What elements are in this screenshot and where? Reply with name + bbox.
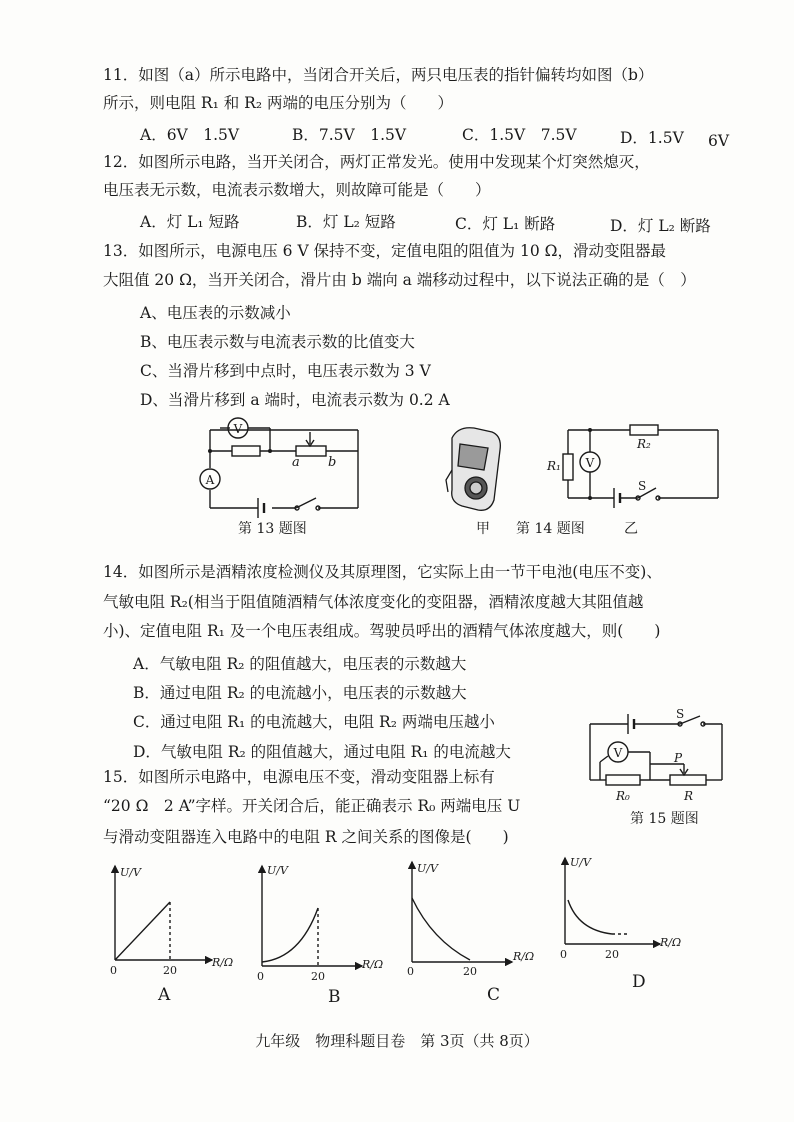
graph-d-tick-20: 20 [605,948,619,961]
q13-label-b: b [328,455,337,470]
q15-label-r0: R₀ [616,789,630,803]
graph-d-label: D [632,972,646,992]
graph-a-tick-0: 0 [110,964,117,977]
q13-voltmeter-label: V [233,422,243,436]
graph-a-tick-20: 20 [163,964,177,977]
q13-label-a: a [292,455,300,470]
q12-stem-line1: 12．如图所示电路，当开关闭合，两灯正常发光。使用中发现某个灯突然熄灭， [103,153,650,171]
q13-option-d: D、当滑片移到 a 端时，电流表示数为 0.2 A [140,391,450,409]
graph-a-axis-x: R/Ω [212,956,234,969]
q14-label-r2: R₂ [637,437,651,451]
graph-c-tick-0: 0 [407,965,414,978]
q14-label-r1: R₁ [547,459,561,473]
q12-option-c: C．灯 L₁ 断路 [455,215,556,233]
graph-b-label: B [328,987,341,1007]
graph-d-axis-x: R/Ω [660,936,682,949]
q15-label-r: R [684,789,694,803]
graph-b-axis-x: R/Ω [362,958,384,971]
graph-b [262,866,362,966]
q13-option-b: B、电压表示数与电流表示数的比值变大 [140,333,415,351]
q13-option-c: C、当滑片移到中点时，电压表示数为 3 V [140,362,431,380]
q13-stem-line1: 13．如图所示，电源电压 6 V 保持不变，定值电阻的阻值为 10 Ω，滑动变阻器最 [103,242,666,260]
q11-option-d-value2: 6V [708,132,730,150]
q15-stem-line1: 15．如图所示电路中，电源电压不变，滑动变阻器上标有 [103,768,495,786]
q13-stem-line2: 大阻值 20 Ω，当开关闭合，滑片由 b 端向 a 端移动过程中，以下说法正确的是（ ） [103,271,696,289]
q14-option-d: D．气敏电阻 R₂ 的阻值越大，通过电阻 R₁ 的电流越大 [133,743,511,761]
q11-option-c: C．1.5V 7.5V [462,126,577,144]
q14-option-c: C．通过电阻 R₁ 的电流越大，电阻 R₂ 两端电压越小 [133,713,495,731]
q12-stem-line2: 电压表无示数，电流表示数增大，则故障可能是（ ） [103,181,491,199]
q15-stem-line2: “20 Ω 2 A”字样。开关闭合后，能正确表示 R₀ 两端电压 U [103,797,521,815]
q11-option-a: A．6V 1.5V [140,126,240,144]
q14-figure-caption: 第 14 题图 [516,521,585,537]
q14-option-b: B．通过电阻 R₂ 的电流越小，电压表的示数越大 [133,684,467,702]
graph-c-label: C [487,985,501,1005]
q11-option-b: B．7.5V 1.5V [292,126,407,144]
graph-b-tick-0: 0 [257,970,264,983]
q14-label-s: S [638,479,647,493]
q13-ammeter-label: A [205,473,215,487]
q12-option-d: D．灯 L₂ 断路 [610,217,711,235]
page-footer: 九年级 物理科题目卷 第 3页（共 8页） [255,1032,539,1050]
graph-d-tick-0: 0 [560,948,567,961]
q14-figure-right-label: 乙 [624,521,638,537]
q11-stem-line1: 11．如图（a）所示电路中，当闭合开关后，两只电压表的指针偏转均如图（b） [103,66,654,84]
q14-voltmeter-label: V [585,456,595,470]
graph-c-tick-20: 20 [463,965,477,978]
q11-stem-line2: 所示，则电阻 R₁ 和 R₂ 两端的电压分别为（ ） [103,94,453,112]
graph-b-axis-y: U/V [267,864,288,877]
q12-option-b: B．灯 L₂ 短路 [296,213,396,231]
graph-a-axis-y: U/V [120,866,141,879]
q15-stem-line3: 与滑动变阻器连入电路中的电阻 R 之间关系的图像是( ) [103,828,509,846]
q13-figure-caption: 第 13 题图 [238,521,307,537]
q15-figure-caption: 第 15 题图 [630,811,699,827]
graph-c-axis-x: R/Ω [513,950,535,963]
q14-stem-line1: 14．如图所示是酒精浓度检测仪及其原理图，它实际上由一节干电池(电压不变)、 [103,563,662,581]
q14-stem-line2: 气敏电阻 R₂(相当于阻值随酒精气体浓度变化的变阻器，酒精浓度越大其阻值越 [103,593,644,611]
q14-option-a: A．气敏电阻 R₂ 的阻值越大，电压表的示数越大 [133,655,467,673]
graph-a-label: A [158,985,171,1005]
q15-label-s: S [676,707,685,721]
graph-d-axis-y: U/V [570,856,591,869]
q11-option-d: D．1.5V [620,129,684,147]
graph-c-axis-y: U/V [417,862,438,875]
q15-label-p: P [674,751,683,765]
graph-c [412,862,512,962]
q13-option-a: A、电压表的示数减小 [140,304,291,322]
q15-voltmeter-label: V [613,746,623,760]
graph-a [115,866,212,960]
q14-stem-line3: 小)、定值电阻 R₁ 及一个电压表组成。驾驶员呼出的酒精气体浓度越大，则( ) [103,622,661,640]
q12-option-a: A．灯 L₁ 短路 [140,213,240,231]
q14-figure-left-label: 甲 [476,521,490,537]
graph-b-tick-20: 20 [311,970,325,983]
graph-d [565,858,660,944]
